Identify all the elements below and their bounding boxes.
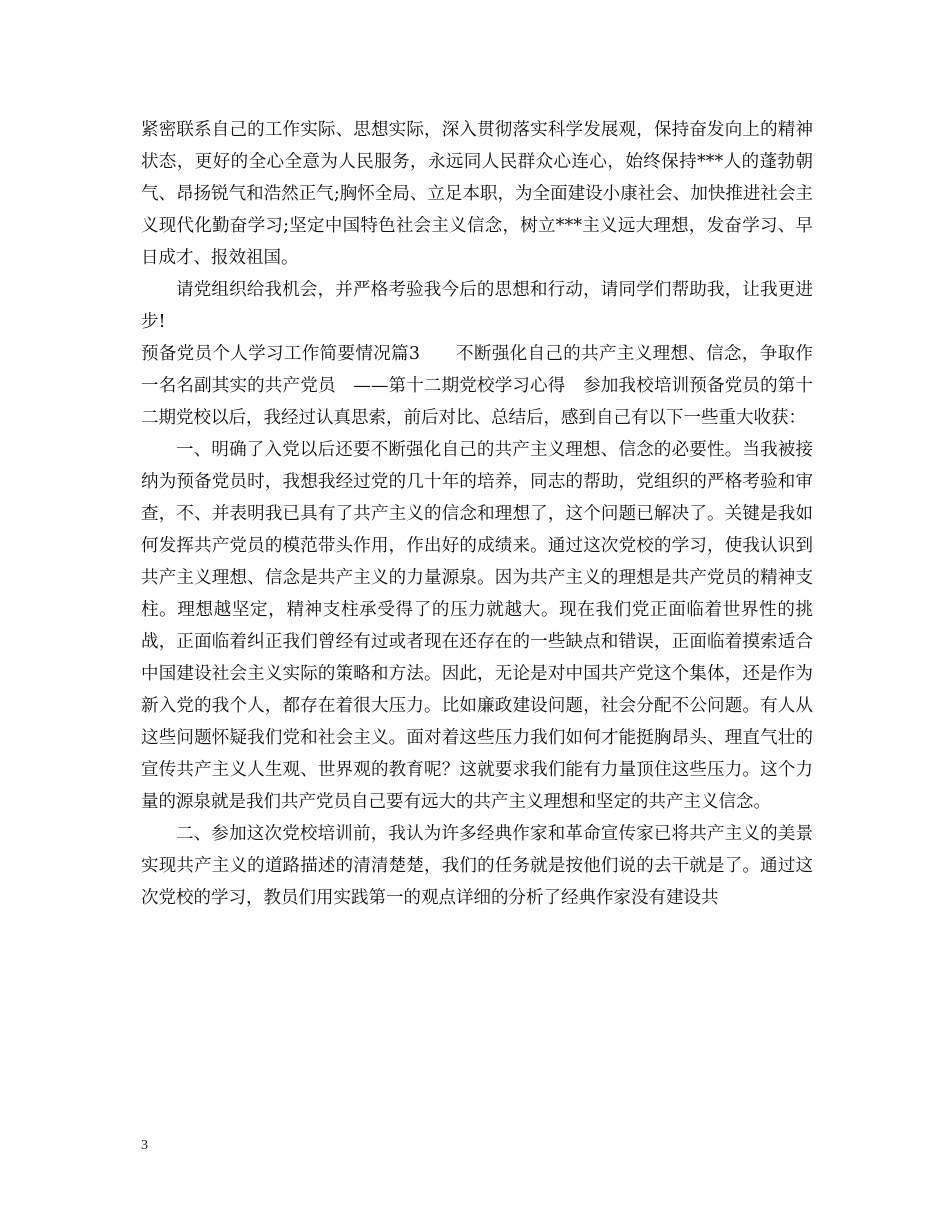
page-body (141, 114, 813, 914)
paragraph-4: 一、明确了入党以后还要不断强化自己的共产主义理想、信念的必要性。当我被接纳为预备党员时，我想我经过党的几十年的培养，同志的帮助，党组织的严格考验和审查，不、并表明我已具有了共产主义的信念和理想了，这个问题已解决了。关键是我如何发挥共产党员的模范带头作用，作出好的成绩来。通过这次党校的学习，使我认识到共产主义理想、信念是共产主义的力量源泉。因为共产主义的理想是共产党员的精神支柱。理想越坚定，精神支柱承受得了的压力就越大。现在我们党正面临着世界性的挑战，正面临着纠正我们曾经有过或者现在还存在的一些缺点和错误，正面临着摸索适合中国建设社会主义实际的策略和方法。因此，无论是对中国共产党这个集体，还是作为新入党的我个人，都存在着很大压力。比如廉政建设问题，社会分配不公问题。有人从这些问题怀疑我们党和社会主义。面对着这些压力我们如何才能挺胸昂头、理直气壮的宣传共产主义人生观、世界观的教育呢？这就要求我们能有力量顶住这些压力。这个力量的源泉就是我们共产党员自己要有远大的共产主义理想和坚定的共产主义信念。 (141, 440, 813, 812)
paragraph-3: 预备党员个人学习工作简要情况篇3 不断强化自己的共产主义理想、信念，争取作一名名副其实的共产党员 ——第十二期党校学习心得 参加我校培训预备党员的第十二期党校以后，我经过认真思索，前后对比、总结后，感到自己有以下一些重大收获： (141, 344, 813, 428)
page-number: 3 (141, 1138, 148, 1153)
paragraph-5: 二、参加这次党校培训前，我认为许多经典作家和革命宣传家已将共产主义的美景实现共产主义的道路描述的清清楚楚，我们的任务就是按他们说的去干就是了。通过这次党校的学习，教员们用实践第一的观点详细的分析了经典作家没有建设共 (141, 824, 813, 908)
paragraph-1: 紧密联系自己的工作实际、思想实际，深入贯彻落实科学发展观，保持奋发向上的精神状态，更好的全心全意为人民服务，永远同人民群众心连心，始终保持***人的蓬勃朝气、昂扬锐气和浩然正气;胸怀全局、立足本职，为全面建设小康社会、加快推进社会主义现代化勤奋学习;坚定中国特色社会主义信念，树立***主义远大理想，发奋学习、早日成才、报效祖国。 (141, 120, 813, 268)
paragraph-2: 请党组织给我机会，并严格考验我今后的思想和行动，请同学们帮助我，让我更进步! (141, 280, 813, 332)
